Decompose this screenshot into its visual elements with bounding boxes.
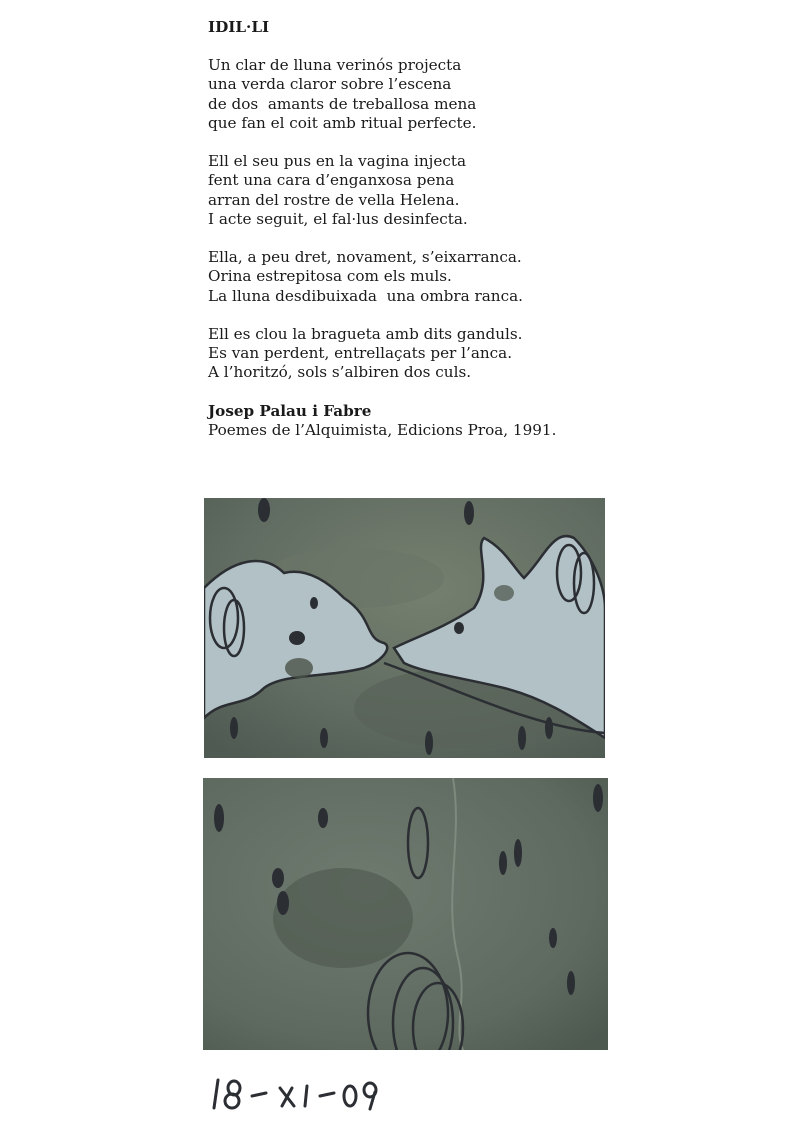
painting-top bbox=[204, 498, 605, 758]
poem-line: Un clar de lluna verinós projecta bbox=[208, 56, 462, 75]
poem-line: Orina estrepitosa com els muls. bbox=[208, 267, 452, 286]
poem-line: Ell es clou la bragueta amb dits ganduls. bbox=[208, 325, 523, 343]
poem-line: Ell el seu pus en la vagina injecta bbox=[208, 152, 467, 171]
source-citation: Poemes de l’Alquimista, Edicions Proa, 1991. bbox=[208, 421, 557, 439]
stanza-3 bbox=[208, 248, 628, 306]
author-name: Josep Palau i Fabre bbox=[208, 401, 372, 420]
poem bbox=[208, 18, 628, 440]
credit bbox=[208, 402, 628, 440]
poem-line: A l’horitzó, sols s’albiren dos culs. bbox=[208, 363, 472, 382]
stanza-4 bbox=[208, 325, 628, 383]
poem-line: arran del rostre de vella Helena. bbox=[208, 190, 460, 209]
poem-line: Es van perdent, entrellaçats per l’anca. bbox=[208, 344, 513, 363]
poem-line: Ella, a peu dret, novament, s’eixarranca. bbox=[208, 248, 522, 267]
poem-line: La lluna desdibuixada una ombra ranca. bbox=[208, 286, 523, 305]
poem-line: que fan el coit amb ritual perfecte. bbox=[208, 113, 477, 132]
poem-line: fent una cara d’enganxosa pena bbox=[208, 171, 455, 190]
stanza-1 bbox=[208, 56, 628, 133]
poem-title: IDIL·LI bbox=[208, 18, 270, 36]
stanza-2 bbox=[208, 152, 628, 229]
poem-line: I acte seguit, el fal·lus desinfecta. bbox=[208, 209, 468, 228]
poem-line: una verda claror sobre l’escena bbox=[208, 75, 452, 94]
painting-bottom bbox=[203, 778, 608, 1050]
handwritten-date bbox=[210, 1076, 380, 1116]
poem-line: de dos amants de treballosa mena bbox=[208, 94, 477, 113]
